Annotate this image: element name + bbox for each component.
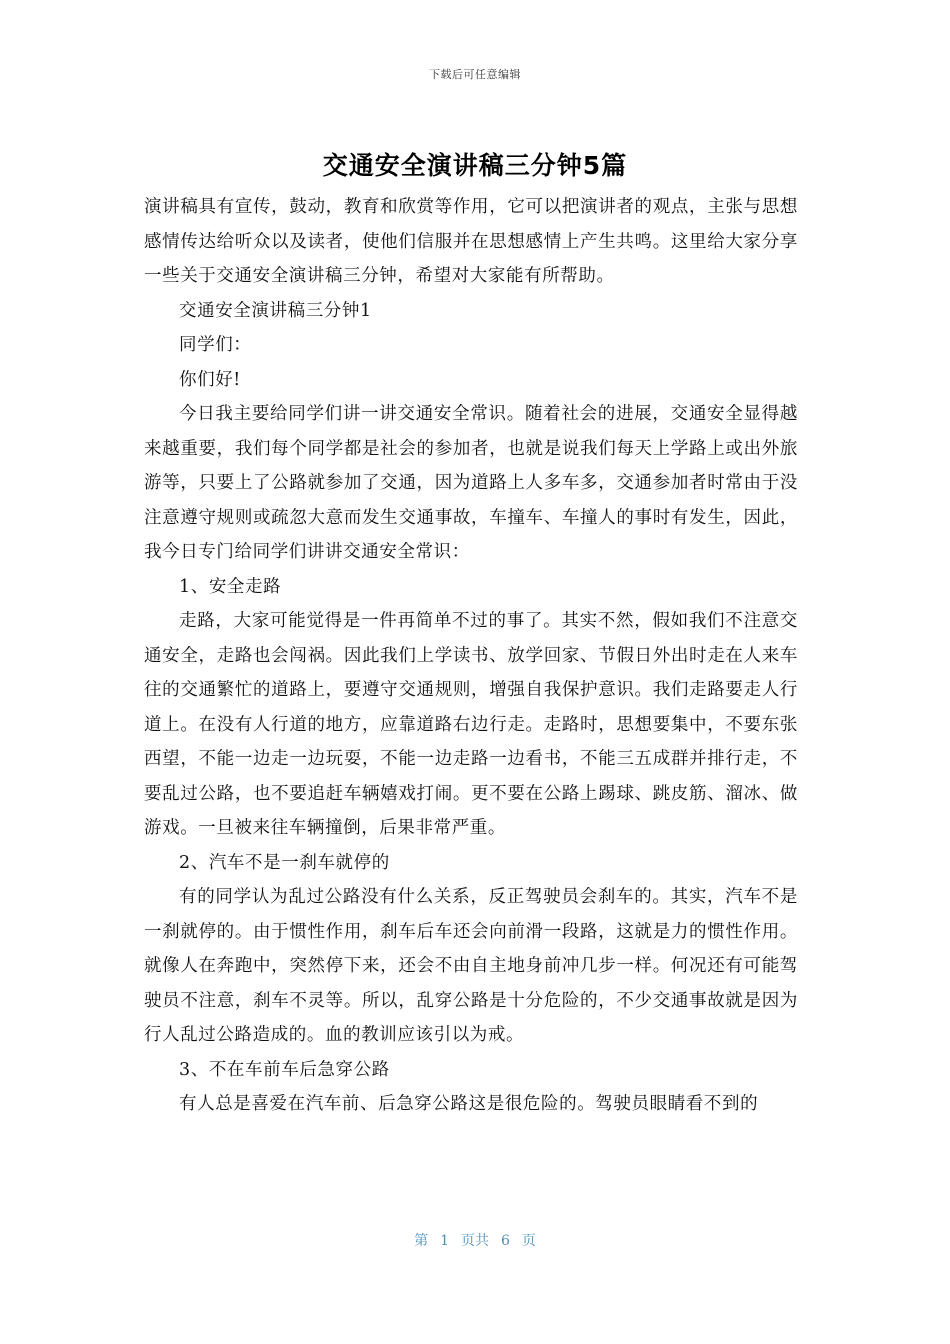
document-title: 交通安全演讲稿三分钟5篇 — [322, 151, 628, 180]
paragraph: 演讲稿具有宣传，鼓动，教育和欣赏等作用，它可以把演讲者的观点，主张与思想感情传达给听众以及读者，使他们信服并在思想感情上产生共鸣。这里给大家分享一些关于交通安全演讲稿三分钟，希望对大家能有所帮助。 — [144, 197, 798, 286]
footer-total-pages: 6 — [501, 1233, 510, 1249]
page-footer — [0, 1230, 950, 1250]
paragraph: 交通安全演讲稿三分钟1 — [179, 300, 372, 321]
header-note: 下载后可任意编辑 — [429, 68, 521, 81]
paragraph: 2、汽车不是一刹车就停的 — [179, 852, 390, 873]
footer-suffix: 页 — [521, 1233, 536, 1249]
footer-page-number: 1 — [440, 1233, 449, 1249]
footer-prefix: 第 — [414, 1233, 429, 1249]
paragraph: 有人总是喜爱在汽车前、后急穿公路这是很危险的。驾驶员眼睛看不到的 — [179, 1094, 759, 1114]
paragraph: 3、不在车前车后急穿公路 — [179, 1059, 390, 1080]
paragraph: 1、安全走路 — [179, 576, 282, 597]
document-body — [144, 190, 798, 1122]
paragraph: 你们好! — [179, 369, 241, 390]
paragraph: 有的同学认为乱过公路没有什么关系，反正驾驶员会刹车的。其实，汽车不是一刹就停的。由于惯性作用，刹车后车还会向前滑一段路，这就是力的惯性作用。就像人在奔跑中，突然停下来，还会不由自主地身前冲几步一样。何况还有可能驾驶员不注意，刹车不灵等。所以，乱穿公路是十分危险的，不少交通事故就是因为行人乱过公路造成的。血的教训应该引以为戒。 — [144, 887, 798, 1045]
paragraph: 走路，大家可能觉得是一件再简单不过的事了。其实不然，假如我们不注意交通安全，走路也会闯祸。因此我们上学读书、放学回家、节假日外出时走在人来车往的交通繁忙的道路上，要遵守交通规则，增强自我保护意识。我们走路要走人行道上。在没有人行道的地方，应靠道路右边行走。走路时，思想要集中，不要东张西望，不能一边走一边玩耍，不能一边走路一边看书，不能三五成群并排行走，不要乱过公路，也不要追赶车辆嬉戏打闹。更不要在公路上踢球、跳皮筋、溜冰、做游戏。一旦被来往车辆撞倒，后果非常严重。 — [144, 611, 798, 838]
footer-middle: 页共 — [461, 1233, 489, 1249]
paragraph: 今日我主要给同学们讲一讲交通安全常识。随着社会的进展，交通安全显得越来越重要，我们每个同学都是社会的参加者，也就是说我们每天上学路上或出外旅游等，只要上了公路就参加了交通，因为道路上人多车多，交通参加者时常由于没注意遵守规则或疏忽大意而发生交通事故，车撞车、车撞人的事时有发生，因此，我今日专门给同学们讲讲交通安全常识： — [144, 404, 798, 562]
paragraph: 同学们： — [179, 335, 252, 355]
